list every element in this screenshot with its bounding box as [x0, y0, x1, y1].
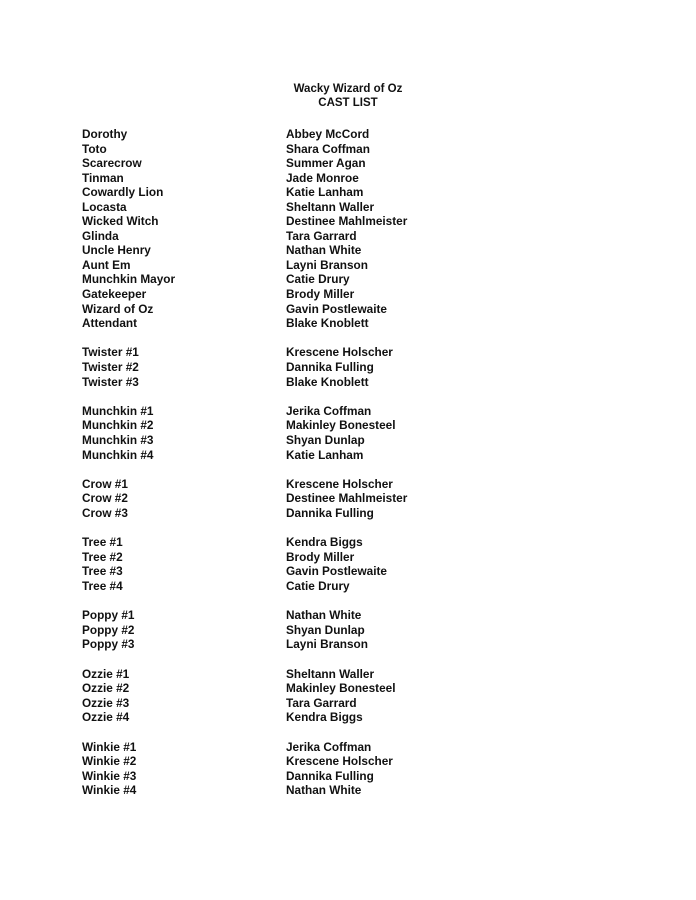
cast-row: [82, 564, 602, 579]
cast-group: [82, 667, 602, 725]
cast-list: [82, 127, 602, 813]
actor-name: Shyan Dunlap: [286, 622, 365, 637]
actor-name: Catie Drury: [286, 578, 350, 593]
actor-name: Gavin Postlewaite: [286, 301, 387, 316]
role-name: Crow #1: [82, 476, 128, 491]
actor-name: Krescene Holscher: [286, 476, 393, 491]
role-name: Tree #1: [82, 535, 123, 550]
actor-name: Nathan White: [286, 783, 362, 798]
cast-row: [82, 550, 602, 565]
cast-row: [82, 404, 602, 419]
role-name: Munchkin #1: [82, 403, 154, 418]
role-name: Ozzie #2: [82, 681, 130, 696]
document-subtitle: CAST LIST: [318, 96, 378, 109]
cast-row: [82, 681, 602, 696]
role-name: Dorothy: [82, 127, 128, 141]
cast-row: [82, 360, 602, 375]
cast-group: [82, 345, 602, 389]
cast-group: [82, 127, 602, 331]
cast-row: [82, 740, 602, 755]
role-name: Cowardly Lion: [82, 185, 164, 200]
document-title: Wacky Wizard of Oz: [293, 83, 403, 95]
actor-name: Dannika Fulling: [286, 768, 374, 783]
cast-row: [82, 433, 602, 448]
actor-name: Brody Miller: [286, 287, 355, 302]
actor-name: Krescene Holscher: [286, 754, 393, 769]
cast-row: [82, 477, 602, 492]
actor-name: Layni Branson: [286, 257, 368, 272]
role-name: Munchkin #2: [82, 418, 154, 433]
cast-row: [82, 506, 602, 521]
actor-name: Tara Garrard: [286, 695, 357, 710]
actor-name: Sheltann Waller: [286, 199, 375, 214]
cast-row: [82, 696, 602, 711]
cast-row: [82, 316, 602, 331]
role-name: Ozzie #3: [82, 695, 130, 710]
cast-row: [82, 710, 602, 725]
actor-name: Jade Monroe: [286, 170, 359, 185]
role-name: Tinman: [82, 170, 124, 185]
role-name: Ozzie #1: [82, 666, 130, 681]
cast-row: [82, 200, 602, 215]
actor-name: Dannika Fulling: [286, 505, 374, 520]
actor-name: Nathan White: [286, 243, 362, 258]
role-name: Munchkin Mayor: [82, 272, 176, 287]
cast-row: [82, 608, 602, 623]
actor-name: Krescene Holscher: [286, 345, 393, 360]
cast-row: [82, 287, 602, 302]
cast-row: [82, 623, 602, 638]
cast-group: [82, 608, 602, 652]
role-name: Winkie #2: [82, 754, 137, 769]
cast-group: [82, 535, 602, 593]
cast-row: [82, 448, 602, 463]
role-name: Twister #2: [82, 360, 139, 374]
cast-row: [82, 345, 602, 360]
actor-name: Destinee Mahlmeister: [286, 214, 408, 229]
role-name: Twister #3: [82, 374, 139, 389]
role-name: Tree #2: [82, 549, 123, 564]
cast-row: [82, 142, 602, 157]
role-name: Winkie #1: [82, 739, 137, 754]
role-name: Crow #3: [82, 505, 128, 520]
role-name: Aunt Em: [82, 257, 131, 272]
role-name: Tree #4: [82, 578, 123, 593]
cast-group: [82, 404, 602, 462]
actor-name: Makinley Bonesteel: [286, 418, 396, 433]
role-name: Munchkin #4: [82, 447, 154, 462]
cast-row: [82, 783, 602, 798]
actor-name: Blake Knoblett: [286, 374, 369, 389]
cast-row: [82, 171, 602, 186]
cast-row: [82, 418, 602, 433]
role-name: Tree #3: [82, 564, 123, 579]
actor-name: Makinley Bonesteel: [286, 681, 396, 696]
actor-name: Jerika Coffman: [286, 403, 372, 418]
actor-name: Blake Knoblett: [286, 316, 369, 331]
role-name: Winkie #4: [82, 783, 137, 798]
cast-row: [82, 535, 602, 550]
actor-name: Jerika Coffman: [286, 739, 372, 754]
actor-name: Brody Miller: [286, 549, 355, 564]
role-name: Uncle Henry: [82, 243, 151, 258]
role-name: Ozzie #4: [82, 710, 130, 725]
cast-group: [82, 740, 602, 798]
actor-name: Kendra Biggs: [286, 710, 363, 725]
actor-name: Katie Lanham: [286, 447, 364, 462]
actor-name: Tara Garrard: [286, 228, 357, 243]
role-name: Gatekeeper: [82, 287, 147, 302]
actor-name: Shara Coffman: [286, 141, 370, 156]
role-name: Scarecrow: [82, 156, 142, 171]
actor-name: Sheltann Waller: [286, 666, 375, 681]
role-name: Toto: [82, 141, 107, 156]
cast-row: [82, 229, 602, 244]
cast-row: [82, 579, 602, 594]
cast-row: [82, 258, 602, 273]
role-name: Poppy #2: [82, 622, 135, 637]
actor-name: Nathan White: [286, 608, 362, 623]
role-name: Poppy #3: [82, 637, 135, 652]
role-name: Winkie #3: [82, 768, 137, 783]
role-name: Locasta: [82, 199, 127, 214]
actor-name: Gavin Postlewaite: [286, 564, 387, 579]
cast-row: [82, 302, 602, 317]
actor-name: Katie Lanham: [286, 185, 364, 200]
actor-name: Catie Drury: [286, 272, 350, 287]
role-name: Attendant: [82, 316, 138, 331]
role-name: Poppy #1: [82, 608, 135, 623]
cast-row: [82, 243, 602, 258]
role-name: Munchkin #3: [82, 432, 154, 447]
document-header: [0, 83, 696, 110]
role-name: Twister #1: [82, 345, 139, 360]
cast-row: [82, 754, 602, 769]
role-name: Crow #2: [82, 491, 128, 506]
actor-name: Layni Branson: [286, 637, 368, 652]
cast-row: [82, 375, 602, 390]
actor-name: Destinee Mahlmeister: [286, 491, 408, 506]
role-name: Wizard of Oz: [82, 301, 154, 316]
cast-row: [82, 185, 602, 200]
actor-name: Summer Agan: [286, 156, 366, 171]
cast-row: [82, 667, 602, 682]
cast-group: [82, 477, 602, 521]
cast-row: [82, 127, 602, 142]
cast-row: [82, 491, 602, 506]
cast-row: [82, 272, 602, 287]
cast-row: [82, 769, 602, 784]
actor-name: Dannika Fulling: [286, 360, 374, 374]
cast-row: [82, 637, 602, 652]
role-name: Glinda: [82, 228, 119, 243]
actor-name: Abbey McCord: [286, 127, 370, 141]
cast-row: [82, 214, 602, 229]
cast-row: [82, 156, 602, 171]
actor-name: Shyan Dunlap: [286, 432, 365, 447]
role-name: Wicked Witch: [82, 214, 159, 229]
actor-name: Kendra Biggs: [286, 535, 363, 550]
